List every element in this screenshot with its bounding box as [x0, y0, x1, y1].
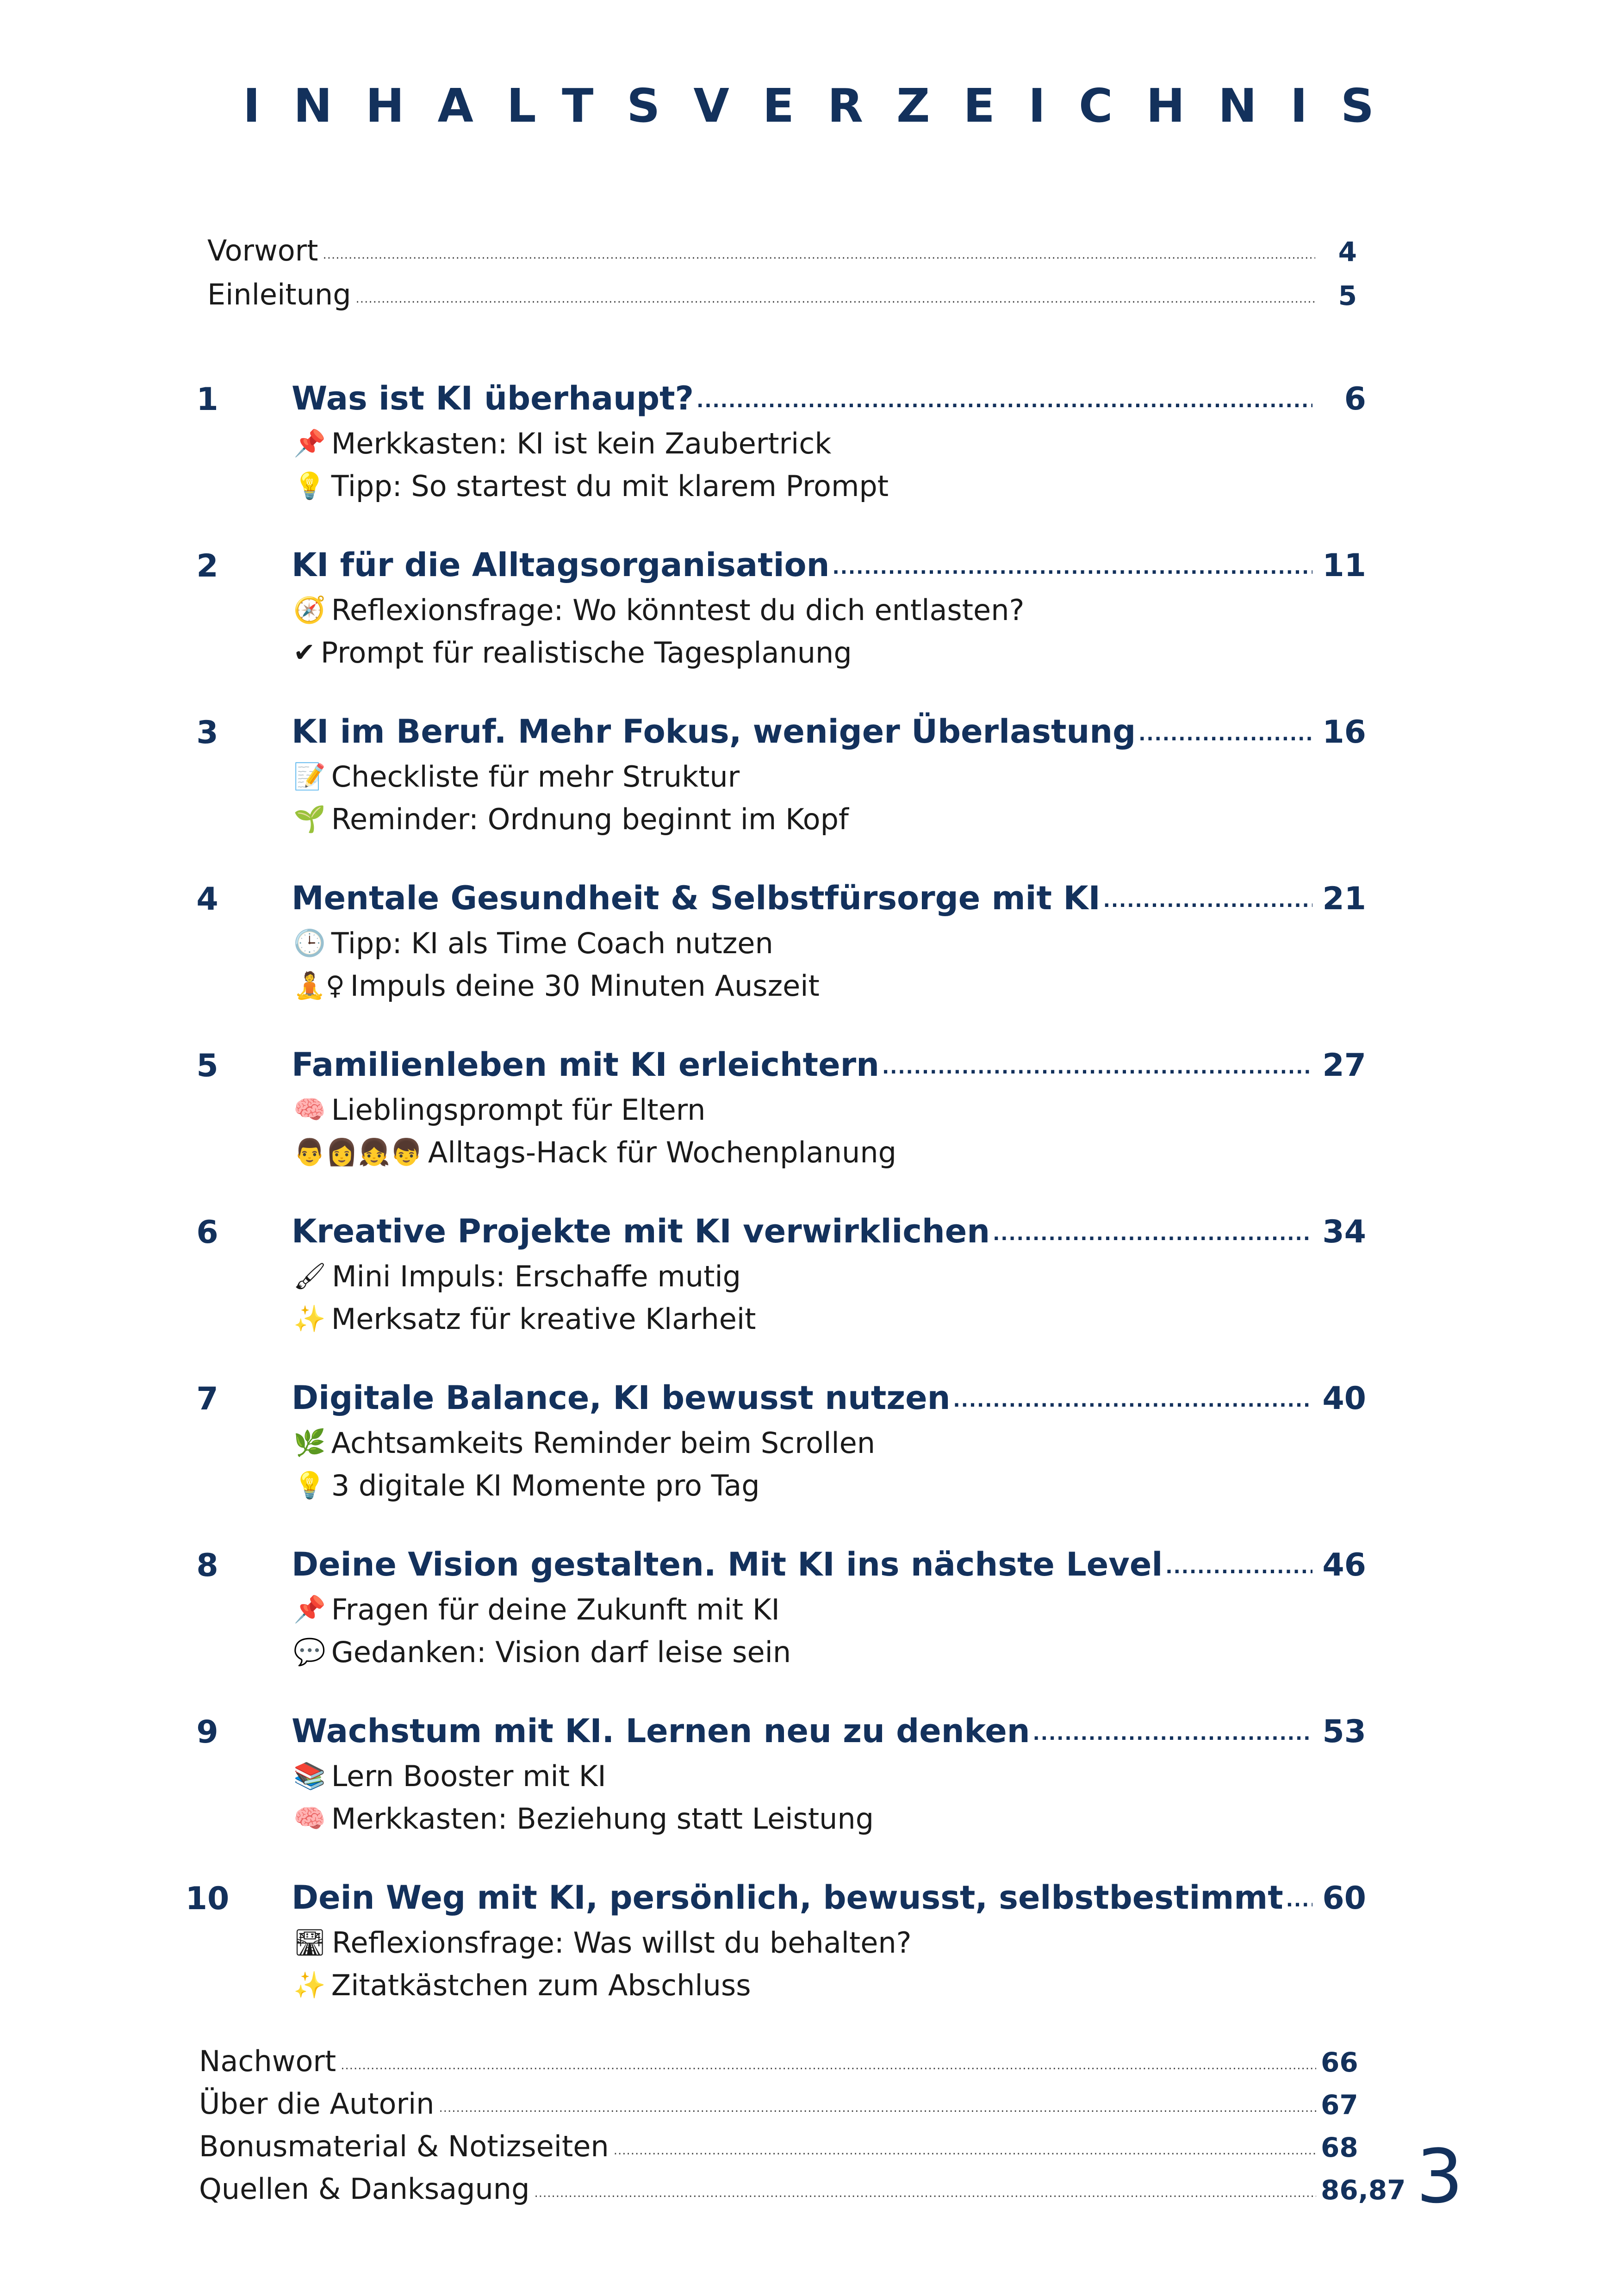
chapter-page: 40 [1322, 1380, 1366, 1417]
chapter-subitem [293, 469, 889, 503]
subitem-text: Checkliste für mehr Struktur [331, 760, 740, 794]
subitem-text: Merkkasten: KI ist kein Zaubertrick [331, 427, 832, 460]
subitem-text: Reflexionsfrage: Was willst du behalten? [332, 1926, 912, 1960]
chapter-number: 1 [196, 381, 218, 418]
subitem-text: Impuls deine 30 Minuten Auszeit [350, 969, 820, 1003]
toc-entry-page: 66 [1321, 2047, 1358, 2078]
toc-entry-vorwort[interactable] [207, 234, 1357, 267]
dot-leader [1165, 1557, 1312, 1583]
chapter-subitem [293, 1968, 751, 2002]
chapter-subitem [293, 1926, 912, 1960]
chapter-title: Mentale Gesundheit & Selbstfürsorge mit KI [292, 879, 1101, 917]
chapter-page: 11 [1322, 547, 1366, 584]
subitem-text: Achtsamkeits Reminder beim Scrollen [331, 1426, 876, 1460]
sparkles-icon: ✨ [293, 1303, 326, 1334]
chapter-subitem [293, 1593, 780, 1626]
sparkles-icon: ✨ [293, 1970, 326, 2000]
chapter-title: Kreative Projekte mit KI verwirklichen [292, 1212, 990, 1250]
subitem-text: Merksatz für kreative Klarheit [331, 1302, 756, 1336]
subitem-text: Gedanken: Vision darf leise sein [331, 1635, 791, 1669]
subitem-text: Reminder: Ordnung beginnt im Kopf [331, 802, 849, 836]
toc-entry-page: 67 [1321, 2089, 1358, 2121]
toc-entry-nachwort[interactable] [199, 2044, 1358, 2078]
chapter-page: 27 [1322, 1047, 1366, 1084]
toc-entry-label: Einleitung [207, 278, 351, 311]
chapter-subitem [293, 1093, 705, 1127]
dot-leader [993, 1223, 1312, 1250]
chapter-subitem [293, 1260, 741, 1293]
chapter-title: Was ist KI überhaupt? [292, 379, 694, 417]
toc-entry-label: Vorwort [207, 234, 318, 267]
checkmark-icon: ✔ [293, 637, 315, 668]
dot-leader [323, 248, 1315, 267]
chapter-subitem [293, 926, 773, 960]
subitem-text: Fragen für deine Zukunft mit KI [331, 1593, 780, 1626]
dot-leader [534, 2186, 1316, 2206]
lightbulb-icon: 💡 [293, 471, 326, 501]
chapter-entry-3[interactable] [292, 713, 1366, 751]
compass-icon: 🧭 [293, 595, 326, 625]
chapter-subitem [293, 802, 849, 836]
toc-entry-page: 4 [1338, 236, 1357, 267]
dot-leader [1138, 724, 1312, 751]
family-icon: 👨👩👧👦 [293, 1137, 423, 1167]
toc-entry-quellen[interactable] [199, 2172, 1406, 2206]
dot-leader [614, 2144, 1316, 2163]
chapter-page: 16 [1322, 714, 1366, 751]
dot-leader [356, 292, 1315, 311]
chapter-title: KI für die Alltagsorganisation [292, 546, 830, 584]
chapter-subitem [293, 427, 831, 460]
chapter-entry-10[interactable] [292, 1879, 1366, 1917]
toc-entry-label: Bonusmaterial & Notizseiten [199, 2129, 609, 2163]
dot-leader [697, 391, 1312, 417]
toc-entry-label: Über die Autorin [199, 2087, 435, 2121]
chapter-subitem [293, 1635, 791, 1669]
chapter-number: 8 [196, 1547, 218, 1584]
chapter-page: 60 [1322, 1880, 1366, 1917]
brain-icon: 🧠 [293, 1094, 326, 1125]
chapter-title: KI im Beruf. Mehr Fokus, weniger Überlastung [292, 713, 1136, 751]
chapter-title: Digitale Balance, KI bewusst nutzen [292, 1379, 951, 1417]
chapter-page: 46 [1322, 1547, 1366, 1583]
chapter-subitem [293, 1759, 606, 1793]
chapter-page: 6 [1344, 381, 1366, 417]
subitem-text: Tipp: KI als Time Coach nutzen [331, 926, 773, 960]
dot-leader [1286, 1890, 1312, 1917]
chapter-number: 5 [196, 1048, 218, 1084]
chapter-number: 9 [196, 1714, 218, 1750]
chapter-entry-8[interactable] [292, 1545, 1366, 1583]
chapter-subitem [293, 1469, 760, 1502]
chapter-entry-6[interactable] [292, 1212, 1366, 1250]
chapter-entry-7[interactable] [292, 1379, 1366, 1417]
chapter-subitem [293, 1426, 875, 1460]
herb-icon: 🌿 [293, 1427, 326, 1458]
dot-leader [1033, 1723, 1312, 1750]
toc-entry-page: 68 [1321, 2132, 1358, 2163]
toc-entry-bonusmaterial[interactable] [199, 2129, 1358, 2163]
chapter-entry-2[interactable] [292, 546, 1366, 584]
subitem-text: Zitatkästchen zum Abschluss [331, 1968, 751, 2002]
subitem-text: Alltags-Hack für Wochenplanung [428, 1136, 896, 1169]
brush-icon: 🖌 [293, 1261, 327, 1291]
chapter-number: 6 [196, 1214, 218, 1251]
chapter-subitem [293, 760, 740, 794]
subitem-text: 3 digitale KI Momente pro Tag [331, 1469, 760, 1502]
seedling-icon: 🌱 [293, 804, 326, 834]
dot-leader [953, 1390, 1312, 1417]
chapter-page: 34 [1322, 1214, 1366, 1250]
subitem-text: Merkkasten: Beziehung statt Leistung [331, 1802, 874, 1836]
chapter-entry-9[interactable] [292, 1712, 1366, 1750]
subitem-text: Tipp: So startest du mit klarem Prompt [331, 469, 889, 503]
chapter-subitem [293, 593, 1024, 627]
chapter-title: Wachstum mit KI. Lernen neu zu denken [292, 1712, 1030, 1750]
chapter-number: 2 [196, 548, 218, 584]
chapter-subitem [293, 636, 852, 670]
toc-entry-label: Quellen & Danksagung [199, 2172, 530, 2206]
meditation-icon: 🧘♀ [293, 970, 345, 1001]
chapter-number: 4 [196, 881, 218, 918]
chapter-title: Deine Vision gestalten. Mit KI ins nächste Level [292, 1545, 1163, 1583]
chapter-entry-4[interactable] [292, 879, 1366, 917]
memo-icon: 📝 [293, 761, 326, 792]
clock-icon: 🕒 [293, 928, 326, 958]
subitem-text: Reflexionsfrage: Wo könntest du dich entlasten? [331, 593, 1025, 627]
dot-leader [1103, 890, 1312, 917]
pushpin-icon: 📌 [293, 1594, 326, 1625]
subitem-text: Prompt für realistische Tagesplanung [320, 636, 852, 670]
subitem-text: Lieblingsprompt für Eltern [331, 1093, 706, 1127]
chapter-subitem [293, 1136, 896, 1169]
dot-leader [439, 2101, 1316, 2121]
chapter-page: 21 [1322, 881, 1366, 917]
dot-leader [341, 2059, 1316, 2078]
pushpin-icon: 📌 [293, 428, 326, 459]
subitem-text: Lern Booster mit KI [331, 1759, 606, 1793]
page-number: 3 [1416, 2133, 1463, 2220]
dot-leader [882, 1057, 1312, 1084]
chapter-number: 10 [185, 1880, 230, 1917]
chapter-entry-5[interactable] [292, 1046, 1366, 1084]
speech-bubble-icon: 💬 [293, 1637, 326, 1667]
chapter-title: Dein Weg mit KI, persönlich, bewusst, selbstbestimmt [292, 1879, 1283, 1917]
road-landscape-icon: 🛣 [293, 1927, 327, 1958]
toc-entry-page: 5 [1338, 280, 1357, 311]
chapter-title: Familienleben mit KI erleichtern [292, 1046, 879, 1084]
toc-entry-einleitung[interactable] [207, 278, 1357, 311]
page-title: INHALTSVERZEICHNIS [243, 79, 1408, 133]
toc-entry-page: 86,87 [1321, 2174, 1406, 2206]
chapter-subitem [293, 969, 820, 1003]
chapter-entry-1[interactable] [292, 379, 1366, 417]
chapter-subitem [293, 1302, 756, 1336]
lightbulb-icon: 💡 [293, 1470, 326, 1501]
chapter-page: 53 [1322, 1713, 1366, 1750]
chapter-number: 3 [196, 714, 218, 751]
dot-leader [833, 557, 1313, 584]
toc-entry-ueber-die-autorin[interactable] [199, 2087, 1358, 2121]
toc-entry-label: Nachwort [199, 2044, 336, 2078]
books-icon: 📚 [293, 1761, 326, 1791]
subitem-text: Mini Impuls: Erschaffe mutig [332, 1260, 741, 1293]
brain-icon: 🧠 [293, 1803, 326, 1834]
chapter-number: 7 [196, 1381, 218, 1417]
chapter-subitem [293, 1802, 874, 1836]
